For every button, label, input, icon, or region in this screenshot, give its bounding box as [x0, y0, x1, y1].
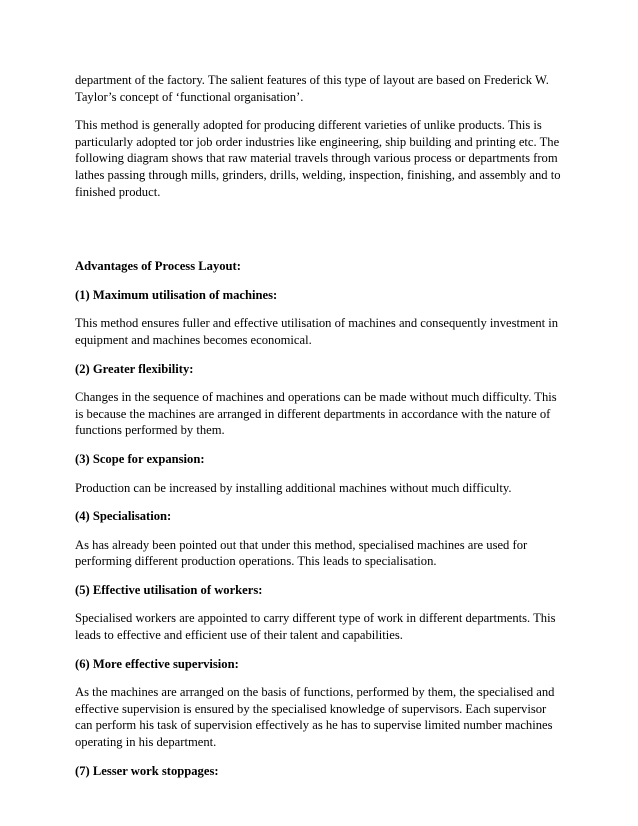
document-page: [75, 72, 565, 791]
advantage-2-title: (2) Greater flexibility:: [75, 361, 194, 376]
advantage-6-body: As the machines are arranged on the basis of functions, performed by them, the specialised and effective supervision is ensured by the specialised knowledge of supervisors. Each supervisor can perform his task of supervision effectively as he has to supervise limited number machines operating in his department.: [75, 685, 555, 750]
advantage-2-body: Changes in the sequence of machines and operations can be made without much difficulty. This is because the machines are arranged in different departments in accordance with the nature of functions performed by them.: [75, 390, 557, 438]
advantage-5-title: (5) Effective utilisation of workers:: [75, 582, 263, 597]
advantage-4-title: (4) Specialisation:: [75, 509, 172, 524]
section-spacer: [75, 212, 565, 258]
advantage-6-title: (6) More effective supervision:: [75, 656, 239, 671]
advantage-3-title: (3) Scope for expansion:: [75, 451, 205, 466]
advantage-5-body: Specialised workers are appointed to carry different type of work in different departments. This leads to effective and efficient use of their talent and capabilities.: [75, 611, 556, 643]
advantages-heading: Advantages of Process Layout:: [75, 259, 241, 274]
intro-paragraph-2: This method is generally adopted for producing different varieties of unlike products. This is particularly adopted tor job order industries like engineering, ship building and printing etc. The following diagram shows that raw material travels through various process or departments from lathes passing through mills, grinders, drills, welding, inspection, finishing, and assembly and to finished product.: [75, 118, 561, 199]
advantage-4-body: As has already been pointed out that under this method, specialised machines are used for performing different production operations. This leads to specialisation.: [75, 537, 528, 569]
advantage-7-title: (7) Lesser work stoppages:: [75, 763, 219, 778]
advantage-3-body: Production can be increased by installing additional machines without much difficulty.: [75, 480, 512, 495]
advantage-1-body: This method ensures fuller and effective utilisation of machines and consequently investment in equipment and machines becomes economical.: [75, 316, 559, 347]
advantage-1-title: (1) Maximum utilisation of machines:: [75, 287, 278, 302]
intro-paragraph-1: department of the factory. The salient features of this type of layout are based on Frederick W. Taylor’s concept of ‘functional organisation’.: [75, 73, 549, 104]
